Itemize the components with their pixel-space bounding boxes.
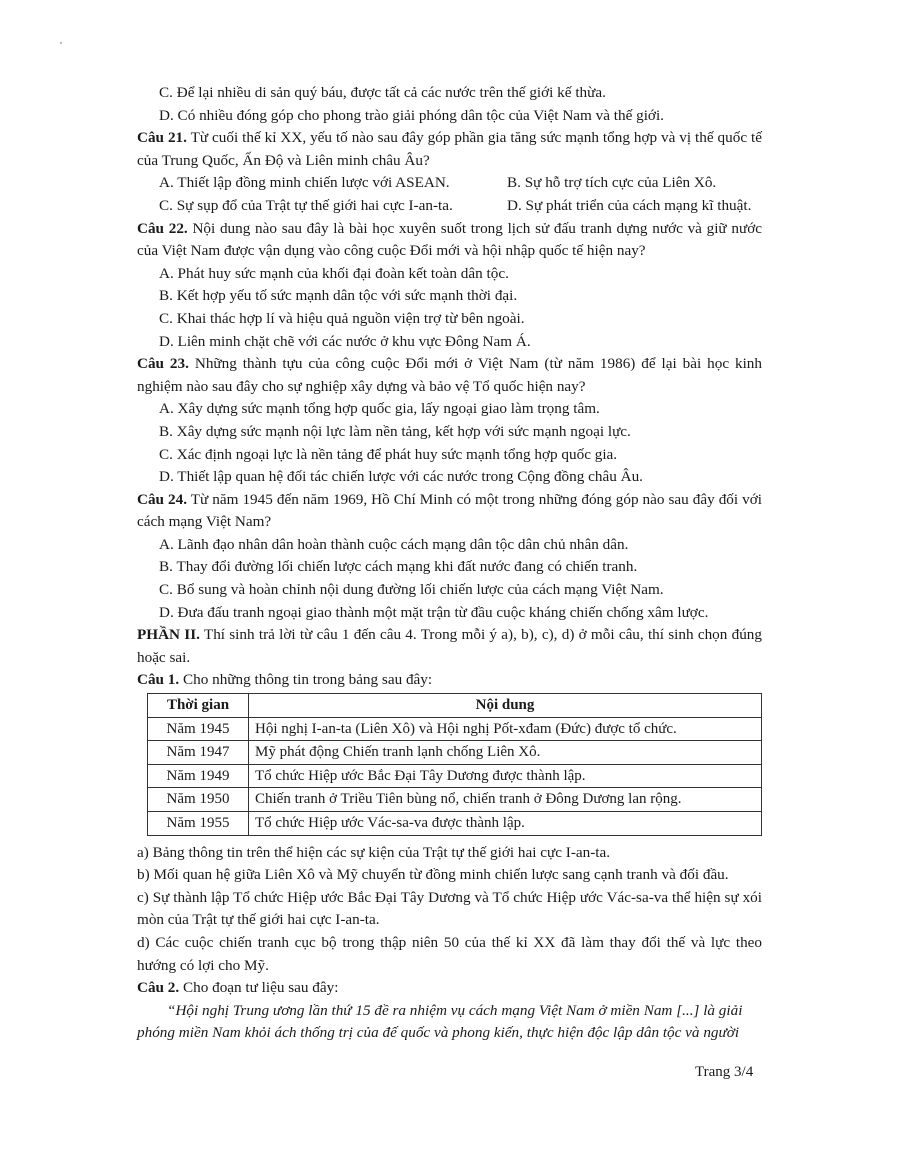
question-22 [137, 218, 762, 263]
exam-page [137, 82, 762, 1045]
question-21-label: Câu 21. [137, 129, 187, 147]
table-cell-content: Chiến tranh ở Triều Tiên bùng nổ, chiến tranh ở Đông Dương lan rộng. [249, 788, 762, 812]
q21-option-b: B. Sự hỗ trợ tích cực của Liên Xô. [507, 174, 717, 192]
part2-question-2-text: Cho đoạn tư liệu sau đây: [179, 979, 339, 997]
table-cell-year: Năm 1950 [148, 788, 249, 812]
q23-option-c: C. Xác định ngoại lực là nền tảng để phát huy sức mạnh tổng hợp quốc gia. [159, 445, 618, 463]
statement-a: a) Bảng thông tin trên thể hiện các sự kiện của Trật tự thế giới hai cực I-an-ta. [137, 843, 611, 861]
table-cell-content: Mỹ phát động Chiến tranh lạnh chống Liên Xô. [249, 741, 762, 765]
table-header-time: Thời gian [148, 694, 249, 718]
part2-question-2-label: Câu 2. [137, 979, 180, 997]
part-2-text: Thí sinh trả lời từ câu 1 đến câu 4. Trong mỗi ý a), b), c), d) ở mỗi câu, thí sinh chọn đúng hoặc sai. [137, 626, 762, 666]
part2-question-2 [137, 977, 762, 1000]
quote-line-1: “Hội nghị Trung ương lần thứ 15 đề ra nhiệm vụ cách mạng Việt Nam ở miền Nam [...] là giải [167, 1001, 743, 1019]
q22-option-c: C. Khai thác hợp lí và hiệu quả nguồn viện trợ từ bên ngoài. [159, 309, 525, 327]
part-2-label: PHẦN II. [137, 626, 200, 644]
table-cell-year: Năm 1949 [148, 764, 249, 788]
q24-option-c: C. Bổ sung và hoàn chỉnh nội dung đường lối chiến lược của cách mạng Việt Nam. [159, 581, 664, 599]
q24-option-b: B. Thay đổi đường lối chiến lược cách mạng khi đất nước đang có chiến tranh. [159, 558, 638, 576]
table-row [148, 741, 762, 765]
question-22-text: Nội dung nào sau đây là bài học xuyên suốt trong lịch sử đấu tranh dựng nước và giữ nước của Việt Nam được vận dụng vào công cuộc Đổi mới và hội nhập quốc tế hiện nay? [137, 219, 762, 260]
scan-speck [60, 42, 62, 44]
q23-option-b: B. Xây dựng sức mạnh nội lực làm nền tảng, kết hợp với sức mạnh ngoại lực. [159, 422, 631, 440]
page-number: Trang 3/4 [695, 1064, 754, 1080]
part2-question-1-label: Câu 1. [137, 671, 180, 689]
table-row [148, 764, 762, 788]
table-cell-content: Hội nghị I-an-ta (Liên Xô) và Hội nghị Pốt-xđam (Đức) được tổ chức. [249, 717, 762, 741]
q21-option-d: D. Sự phát triển của cách mạng kĩ thuật. [507, 196, 752, 214]
q21-option-a: A. Thiết lập đồng minh chiến lược với ASEAN. [159, 174, 450, 192]
question-21-text: Từ cuối thế kỉ XX, yếu tố nào sau đây góp phần gia tăng sức mạnh tổng hợp và vị thế quốc tế của Trung Quốc, Ấn Độ và Liên minh châu Âu? [137, 129, 762, 169]
question-24-text: Từ năm 1945 đến năm 1969, Hồ Chí Minh có một trong những đóng góp nào sau đây đối với cách mạng Việt Nam? [137, 490, 762, 531]
question-23 [137, 353, 762, 398]
question-21 [137, 127, 762, 172]
table-cell-year: Năm 1955 [148, 812, 249, 836]
question-22-label: Câu 22. [137, 219, 188, 237]
table-row [148, 717, 762, 741]
table-row [148, 788, 762, 812]
part2-question-1 [137, 669, 762, 692]
table-cell-year: Năm 1945 [148, 717, 249, 741]
quote-line-2: phóng miền Nam khỏi ách thống trị của đế quốc và phong kiến, thực hiện độc lập dân tộc và người [137, 1024, 740, 1042]
q23-option-a: A. Xây dựng sức mạnh tổng hợp quốc gia, lấy ngoại giao làm trọng tâm. [159, 400, 600, 418]
option-c-prev: C. Để lại nhiều di sản quý báu, được tất cả các nước trên thế giới kế thừa. [159, 84, 606, 101]
statement-d: d) Các cuộc chiến tranh cục bộ trong thập niên 50 của thế kỉ XX đã làm thay đổi thế và lực theo hướng có lợi cho Mỹ. [137, 933, 762, 974]
table-row [148, 812, 762, 836]
q21-row-ab [137, 172, 762, 195]
question-23-label: Câu 23. [137, 355, 189, 373]
table-cell-content: Tổ chức Hiệp ước Vác-sa-va được thành lập. [249, 812, 762, 836]
q22-option-b: B. Kết hợp yếu tố sức mạnh dân tộc với sức mạnh thời đại. [159, 287, 518, 305]
q24-option-a: A. Lãnh đạo nhân dân hoàn thành cuộc cách mạng dân tộc dân chủ nhân dân. [159, 535, 629, 553]
table-cell-year: Năm 1947 [148, 741, 249, 765]
question-24-label: Câu 24. [137, 490, 188, 508]
table-header-content: Nội dung [249, 694, 762, 718]
q22-option-a: A. Phát huy sức mạnh của khối đại đoàn kết toàn dân tộc. [159, 264, 509, 282]
table-header-row [148, 694, 762, 718]
option-d-prev: D. Có nhiều đóng góp cho phong trào giải phóng dân tộc của Việt Nam và thế giới. [159, 106, 664, 124]
part2-question-1-text: Cho những thông tin trong bảng sau đây: [179, 671, 433, 689]
q21-row-cd [137, 195, 762, 218]
statement-b: b) Mối quan hệ giữa Liên Xô và Mỹ chuyển từ đồng minh chiến lược sang cạnh tranh và đối đầu. [137, 866, 729, 884]
question-23-text: Những thành tựu của công cuộc Đổi mới ở Việt Nam (từ năm 1986) để lại bài học kinh nghiệm nào sau đây cho sự nghiệp xây dựng và bảo vệ Tổ quốc hiện nay? [137, 355, 762, 395]
q23-option-d: D. Thiết lập quan hệ đối tác chiến lược với các nước trong Cộng đồng châu Âu. [159, 468, 643, 486]
statement-c: c) Sự thành lập Tổ chức Hiệp ước Bắc Đại Tây Dương và Tổ chức Hiệp ước Vác-sa-va thể hiện sự xói mòn của Trật tự thế giới hai cực I-an-ta. [137, 888, 762, 929]
part-2-instructions [137, 624, 762, 669]
q24-option-d: D. Đưa đấu tranh ngoại giao thành một mặt trận từ đầu cuộc kháng chiến chống xâm lược. [159, 603, 709, 621]
question-24 [137, 489, 762, 534]
q22-option-d: D. Liên minh chặt chẽ với các nước ở khu vực Đông Nam Á. [159, 332, 531, 350]
table-cell-content: Tổ chức Hiệp ước Bắc Đại Tây Dương được thành lập. [249, 764, 762, 788]
events-table [147, 693, 762, 836]
q21-option-c: C. Sự sụp đổ của Trật tự thế giới hai cực I-an-ta. [159, 196, 453, 214]
